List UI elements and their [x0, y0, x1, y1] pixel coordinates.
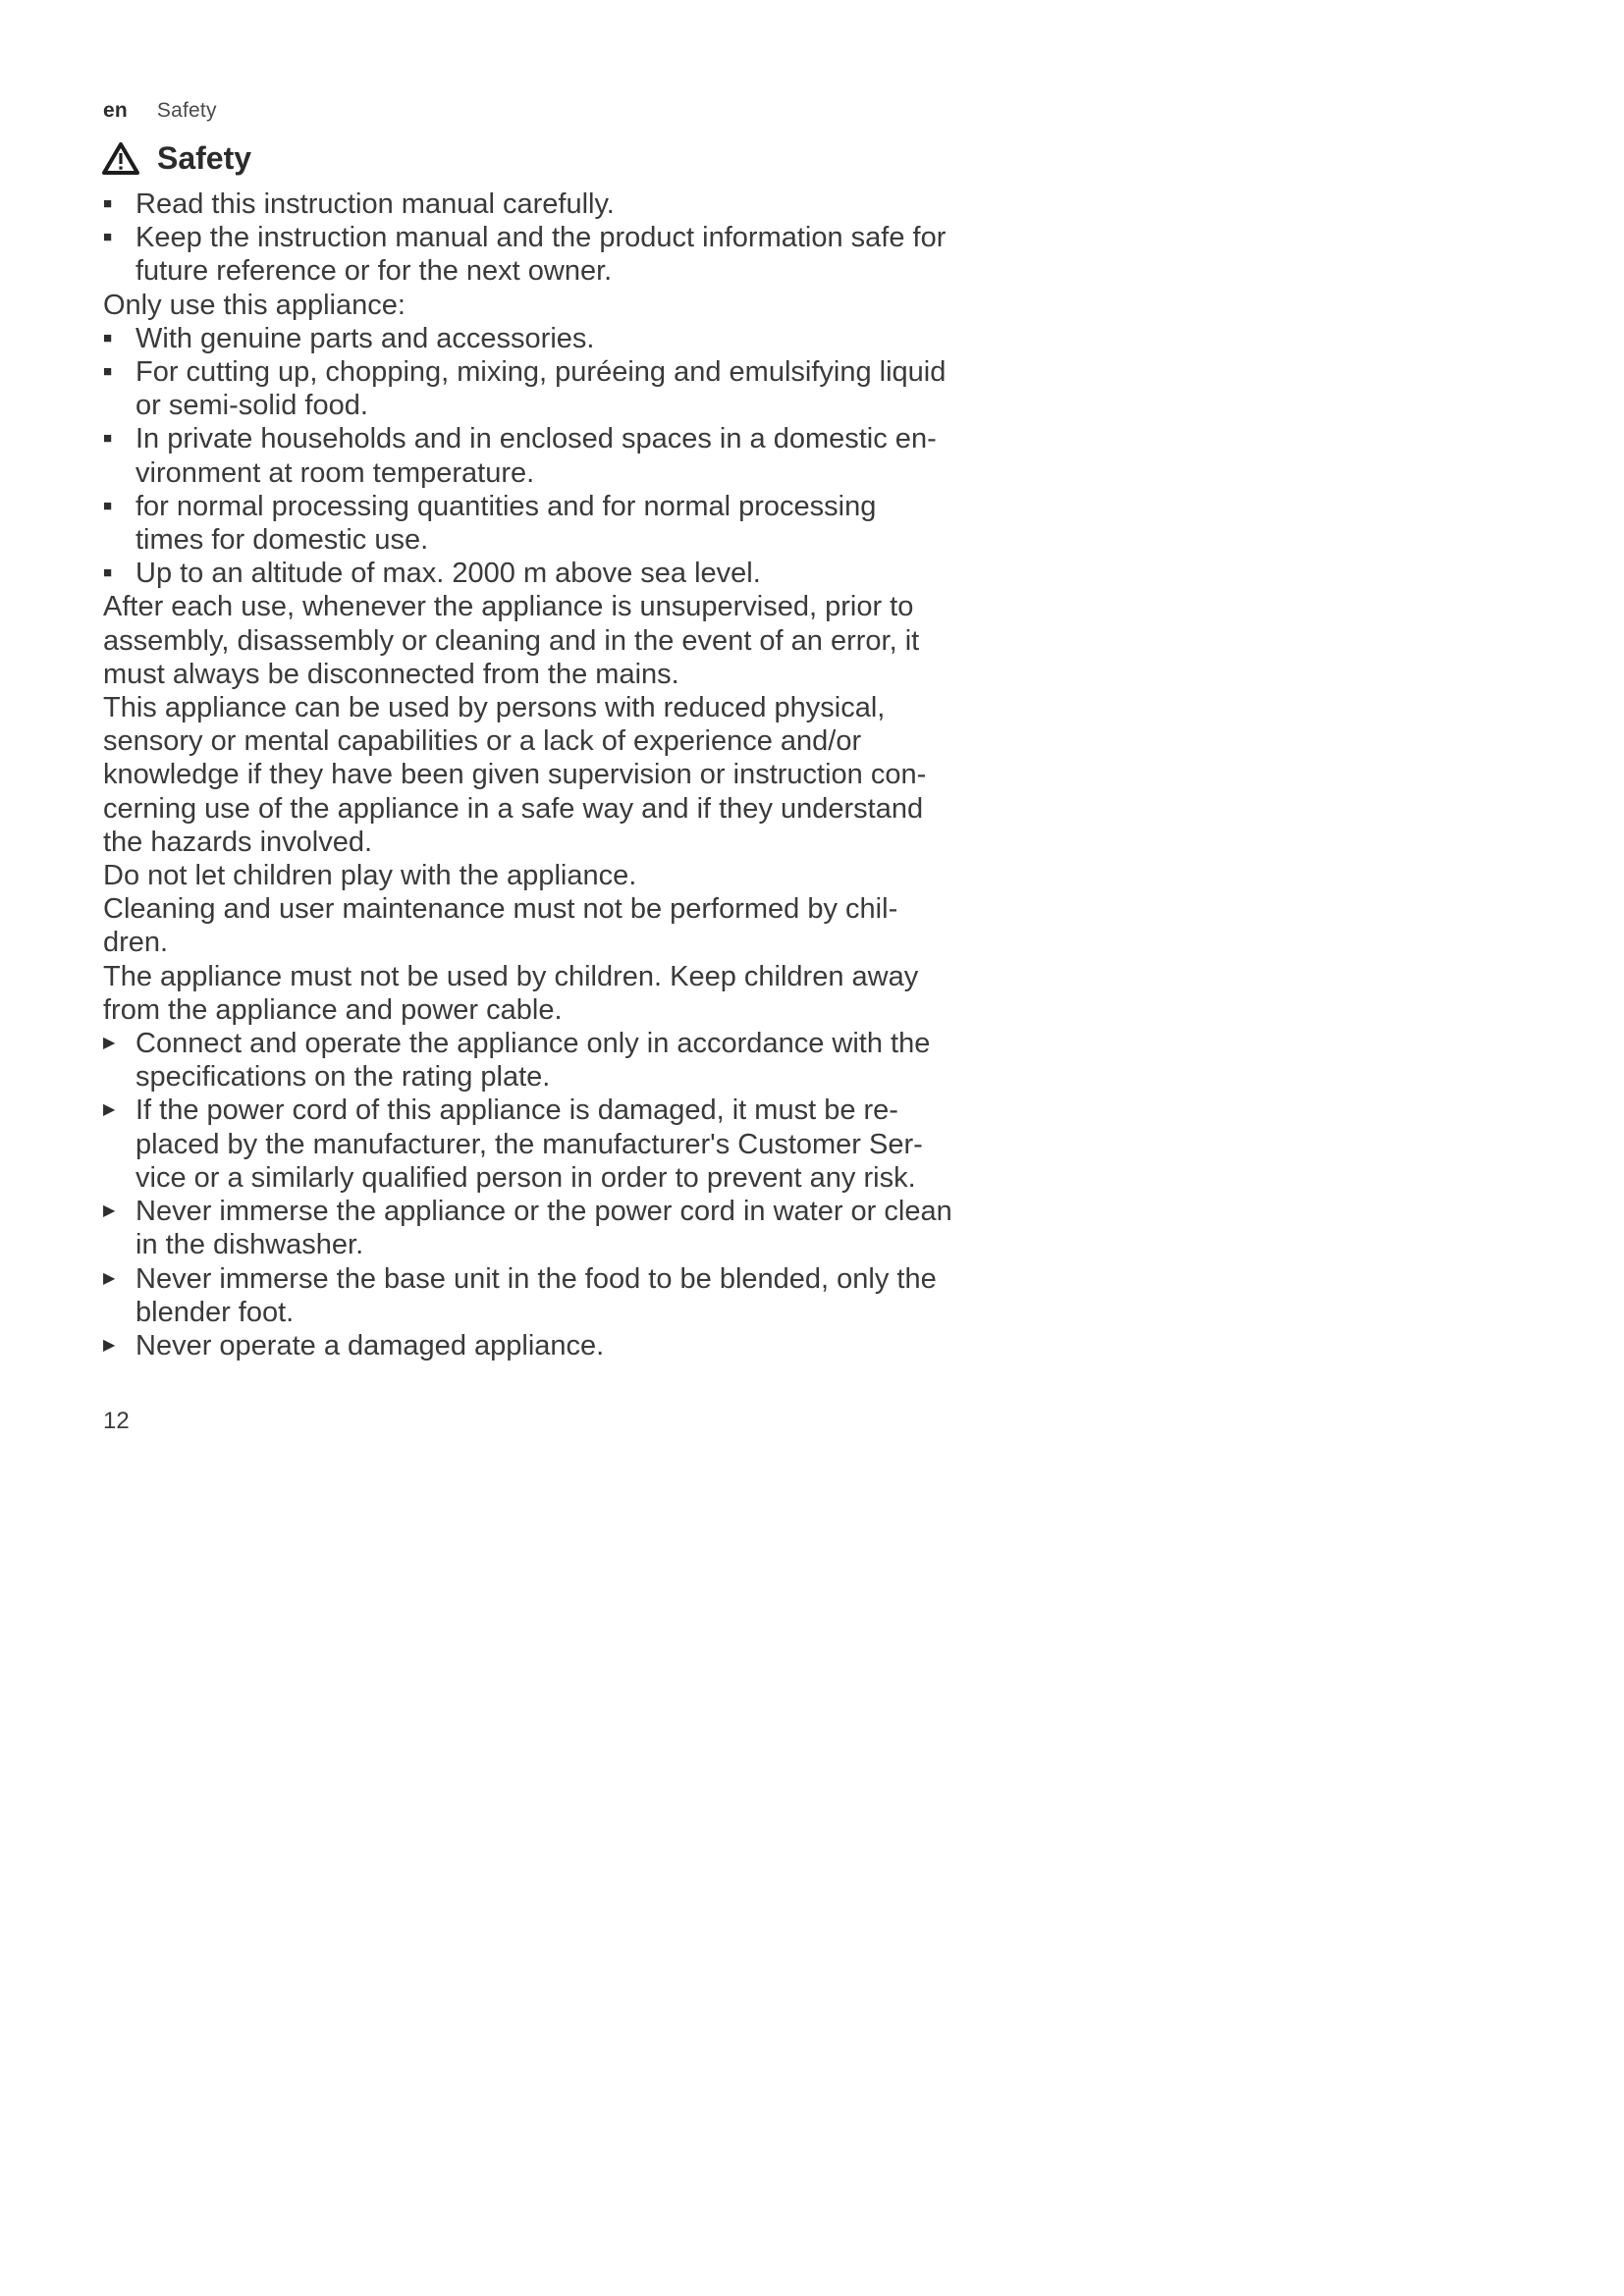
paragraph [103, 289, 1046, 322]
arrow-bullet-icon: ▶ [103, 1336, 116, 1354]
list-item [103, 422, 1046, 489]
text-lines [135, 1262, 1046, 1329]
warning-triangle-icon [101, 141, 140, 177]
text-line: the hazards involved. [103, 826, 373, 858]
text-lines [103, 691, 1046, 859]
text-line: in the dishwasher. [135, 1229, 364, 1261]
text-lines [135, 1094, 1046, 1195]
text-line: placed by the manufacturer, the manufacturer's Customer Ser- [135, 1128, 923, 1160]
text-line: Never operate a damaged appliance. [135, 1329, 605, 1362]
text-line: future reference or for the next owner. [135, 255, 613, 288]
paragraph [103, 590, 1046, 691]
square-bullet-icon: ■ [103, 195, 113, 212]
text-line: assembly, disassembly or cleaning and in the event of an error, it [103, 624, 920, 657]
list-item [103, 322, 1046, 355]
text-line: dren. [103, 927, 169, 959]
page-number: 12 [103, 1408, 130, 1434]
paragraph [103, 859, 1046, 892]
text-lines [135, 355, 1046, 422]
text-lines [135, 422, 1046, 489]
text-line: sensory or mental capabilities or a lack of experience and/or [103, 725, 862, 758]
paragraph [103, 892, 1046, 959]
list-item [103, 557, 1046, 590]
text-line: Connect and operate the appliance only in accordance with the [135, 1028, 931, 1060]
text-lines [103, 892, 1046, 959]
arrow-bullet-icon: ▶ [103, 1101, 116, 1119]
text-lines [103, 590, 1046, 691]
text-line: for normal processing quantities and for normal processing [135, 490, 877, 522]
list-item [103, 1195, 1046, 1261]
text-line: Cleaning and user maintenance must not be performed by chil- [103, 893, 898, 926]
text-line: For cutting up, chopping, mixing, puréeing and emulsifying liquid [135, 356, 947, 389]
content-blocks [103, 187, 1046, 1362]
text-line: Up to an altitude of max. 2000 m above sea level. [135, 558, 761, 590]
list-item [103, 1094, 1046, 1195]
text-lines [103, 289, 1046, 322]
text-line: blender foot. [135, 1296, 295, 1328]
square-bullet-icon: ■ [103, 564, 113, 582]
section-heading-title: Safety [157, 140, 252, 176]
text-line: After each use, whenever the appliance is unsupervised, prior to [103, 591, 914, 623]
text-line: Read this instruction manual carefully. [135, 188, 615, 220]
text-lines [135, 187, 1046, 221]
text-line: Keep the instruction manual and the product information safe for [135, 222, 947, 254]
square-bullet-icon: ■ [103, 229, 113, 246]
text-lines [135, 1195, 1046, 1261]
text-lines [135, 1329, 1046, 1362]
text-line: knowledge if they have been given supervision or instruction con- [103, 759, 927, 791]
paragraph [103, 691, 1046, 859]
text-line: times for domestic use. [135, 524, 429, 557]
text-lines [135, 1027, 1046, 1094]
list-item [103, 1262, 1046, 1329]
text-line: With genuine parts and accessories. [135, 322, 595, 354]
text-lines [135, 557, 1046, 590]
square-bullet-icon: ■ [103, 329, 113, 347]
text-line: specifications on the rating plate. [135, 1061, 551, 1094]
list-item [103, 1027, 1046, 1094]
text-lines [135, 322, 1046, 355]
text-lines [103, 859, 1046, 892]
text-line: vice or a similarly qualified person in order to prevent any risk. [135, 1161, 916, 1194]
arrow-bullet-icon: ▶ [103, 1202, 116, 1220]
running-header [103, 99, 217, 123]
text-line: Never immerse the base unit in the food to be blended, only the [135, 1262, 937, 1295]
text-line: Never immerse the appliance or the power cord in water or clean [135, 1196, 952, 1228]
text-line: Only use this appliance: [103, 289, 406, 321]
list-item [103, 490, 1046, 557]
text-lines [103, 960, 1046, 1027]
text-line: In private households and in enclosed spaces in a domestic en- [135, 423, 937, 455]
text-line: must always be disconnected from the mains. [103, 658, 679, 690]
text-lines [135, 490, 1046, 557]
square-bullet-icon: ■ [103, 497, 113, 514]
text-line: or semi-solid food. [135, 390, 368, 422]
square-bullet-icon: ■ [103, 363, 113, 381]
square-bullet-icon: ■ [103, 430, 113, 448]
header-section-title: Safety [156, 99, 217, 122]
text-line: vironment at room temperature. [135, 456, 535, 489]
list-item [103, 187, 1046, 221]
text-line: cerning use of the appliance in a safe way and if they understand [103, 792, 924, 825]
paragraph [103, 960, 1046, 1027]
list-item [103, 1329, 1046, 1362]
text-line: This appliance can be used by persons with reduced physical, [103, 692, 886, 724]
text-line: The appliance must not be used by children. Keep children away [103, 960, 919, 992]
arrow-bullet-icon: ▶ [103, 1035, 116, 1052]
text-lines [135, 221, 1046, 288]
section-heading [101, 140, 251, 177]
arrow-bullet-icon: ▶ [103, 1269, 116, 1287]
list-item [103, 221, 1046, 288]
language-code: en [103, 99, 128, 122]
list-item [103, 355, 1046, 422]
text-line: Do not let children play with the appliance. [103, 860, 637, 892]
text-line: from the appliance and power cable. [103, 993, 563, 1026]
text-line: If the power cord of this appliance is damaged, it must be re- [135, 1095, 898, 1127]
